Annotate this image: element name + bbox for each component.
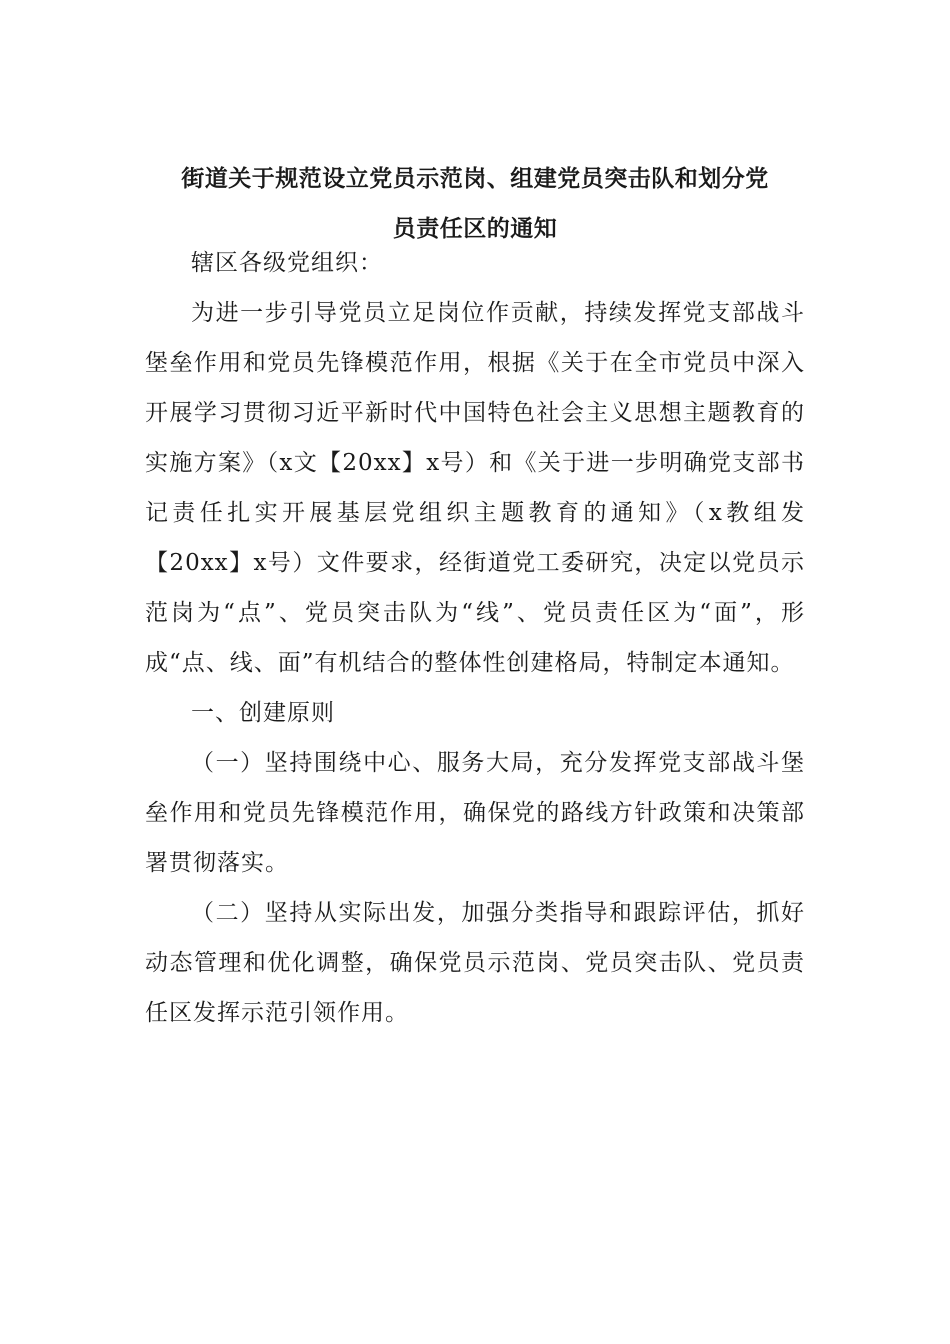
text-run: 究，决定以党员示范岗为“点”、党员突击队为“线”、 — [145, 550, 805, 626]
text-run: 党员责任区发挥示范引领作用。 — [145, 950, 806, 1026]
text-run: 决策部署贯彻落实。 — [145, 800, 806, 876]
text-run: 党员责任区为“面”，形成“点、线、面”有机结合的整 — [145, 600, 805, 676]
intro-paragraph — [145, 288, 805, 688]
salutation: 辖区各级党组织： — [191, 250, 383, 276]
text-run: 知》（x教组发【20xx】x号）文件要求，经街道党工委研 — [145, 500, 805, 576]
text-run: 步明确党支部书记责任扎实开展基层党组织主题教育的通 — [145, 450, 806, 526]
title-line: 员责任区的通知 — [392, 216, 558, 242]
text-run: （一）坚持围绕中心、服务大局，充分发挥党支部战斗 — [191, 750, 781, 776]
section-heading: 一、创建原则 — [191, 700, 335, 726]
text-run: 体性创建格局，特制定本通知。 — [458, 650, 795, 676]
principle-paragraph — [145, 738, 805, 888]
text-run: 好动态管理和优化调整，确保党员示范岗、党员突击队、 — [145, 900, 805, 976]
text-run: 主题教育的实施方案》（x文【20xx】x号）和《关于进一 — [145, 400, 806, 476]
text-run: 中深入开展学习贯彻习近平新时代中国特色社会主义思想 — [145, 350, 806, 426]
text-run: 为进一步引导党员立足岗位作贡献，持续发挥党支部战 — [191, 300, 781, 326]
text-run: 堡垒作用和党员先锋模范作用，确保党的路线方针政策和 — [145, 750, 805, 826]
document-body — [145, 238, 805, 1038]
principle-paragraph — [145, 888, 805, 1038]
text-run: 斗堡垒作用和党员先锋模范作用，根据《关于在全市党员 — [145, 300, 805, 376]
title-line: 街道关于规范设立党员示范岗、组建党员突击队和划分党 — [181, 166, 769, 192]
text-run: （二）坚持从实际出发，加强分类指导和跟踪评估，抓 — [191, 900, 781, 926]
